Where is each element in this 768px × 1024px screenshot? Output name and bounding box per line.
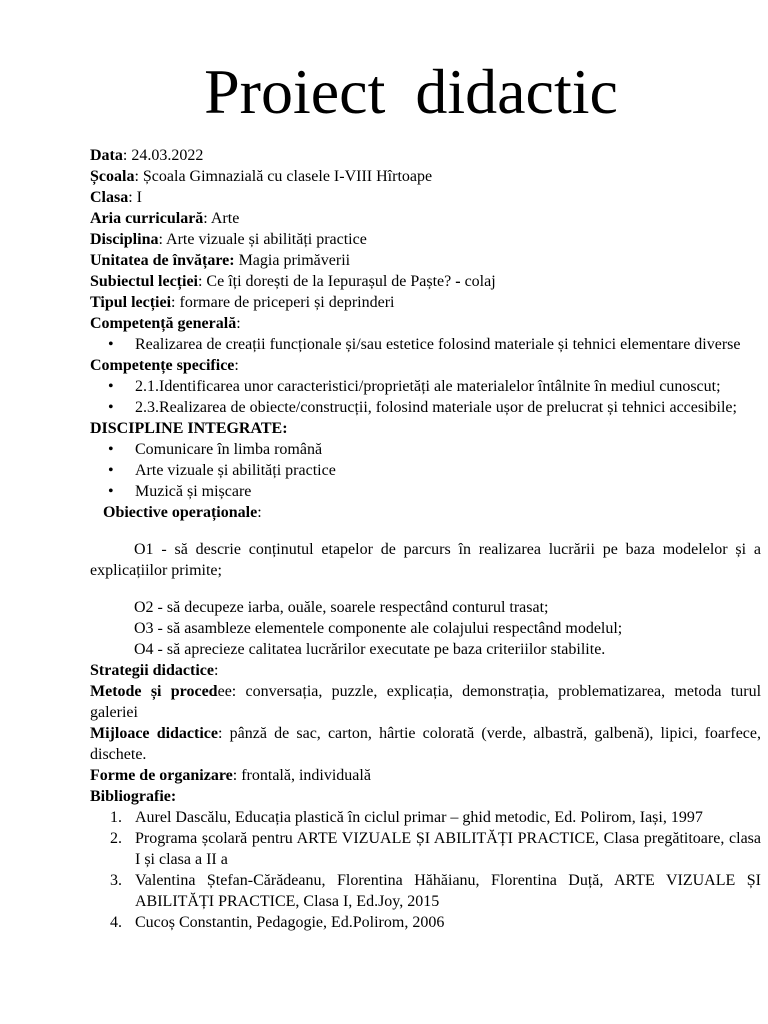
section-colon: : xyxy=(234,357,239,374)
item-text: Programa școlară pentru ARTE VIZUALE ȘI ABILITĂȚI PRACTICE, Clasa pregătitoare, clasa I și clasa a II a xyxy=(135,830,761,868)
field-value: : 24.03.2022 xyxy=(122,147,204,164)
section-heading: Competențe specifice xyxy=(90,357,235,374)
item-number: 4. xyxy=(110,914,122,931)
section-colon: : xyxy=(257,504,262,521)
section-competenta-generala xyxy=(90,313,761,334)
field-value: : Ce îți dorești de la Iepurașul de Paște? xyxy=(197,273,452,290)
field-value: Magia primăverii xyxy=(234,252,351,269)
field-value: : pânză de sac, carton, hârtie colorată (verde, albastră, galbenă), lipici, foarfece, dischete. xyxy=(90,725,761,763)
discipline-integrate-list xyxy=(90,439,761,502)
field-value: : conversația, puzzle, explicația, demonstrația, problematizarea, metoda turul galeriei xyxy=(90,683,762,721)
objective-code: O2 - xyxy=(134,599,163,616)
field-mijloace xyxy=(90,723,761,765)
section-bibliografie: Bibliografie: xyxy=(90,788,177,805)
field-tipul xyxy=(90,292,761,313)
list-item: • Arte vizuale și abilități practice xyxy=(135,460,761,481)
list-item: • Realizarea de creații funcționale și/sau estetice folosind materiale și tehnici elementare diverse xyxy=(135,334,761,355)
document-body xyxy=(90,145,761,933)
field-label: Școala xyxy=(90,168,135,185)
field-unitatea xyxy=(90,250,761,271)
field-aria xyxy=(90,208,761,229)
field-subiectul xyxy=(90,271,761,292)
objective-code: O3 - xyxy=(134,620,163,637)
field-value: : Arte xyxy=(203,210,240,227)
objective-item xyxy=(90,618,761,639)
bibliography-item xyxy=(110,912,761,933)
field-label: Aria curriculară xyxy=(90,210,204,227)
field-scoala xyxy=(90,166,761,187)
item-text: Cucoș Constantin, Pedagogie, Ed.Polirom, 2006 xyxy=(135,914,445,931)
field-label-rest: ee xyxy=(217,683,232,700)
section-heading: Obiective operaționale xyxy=(103,504,258,521)
field-value: : Școala Gimnazială cu clasele I-VIII Hîrtoape xyxy=(134,168,433,185)
field-value: : frontală, individuală xyxy=(232,767,371,784)
field-clasa xyxy=(90,187,761,208)
field-disciplina xyxy=(90,229,761,250)
field-label: Metode și proced xyxy=(90,683,218,700)
objective-item xyxy=(90,639,761,660)
section-colon: : xyxy=(213,662,219,679)
section-colon: : xyxy=(236,315,241,332)
field-forme xyxy=(90,765,761,786)
field-label: Disciplina xyxy=(90,231,159,248)
field-label: Unitatea de învățare: xyxy=(90,252,235,269)
field-label: Mijloace didactice xyxy=(90,725,219,742)
section-obiective xyxy=(90,502,761,523)
list-item: • 2.1.Identificarea unor caracteristici/proprietăți ale materialelor întâlnite în mediul cunoscut; xyxy=(135,376,761,397)
item-text: Aurel Dascălu, Educația plastică în ciclul primar – ghid metodic, Ed. Polirom, Iași, 1997 xyxy=(135,809,703,826)
item-number: 3. xyxy=(110,872,122,889)
field-value: : Arte vizuale și abilități practice xyxy=(158,231,367,248)
section-competente-specifice xyxy=(90,355,761,376)
bibliography-item xyxy=(110,870,761,912)
objective-text: să aprecieze calitatea lucrărilor executate pe baza criteriilor stabilite. xyxy=(162,641,606,658)
bibliography-item xyxy=(110,828,761,870)
field-label: Subiectul lecției xyxy=(90,273,198,290)
objective-item xyxy=(90,539,761,581)
objective-text: să asambleze elementele componente ale colajului respectând modelul; xyxy=(162,620,623,637)
field-suffix: colaj xyxy=(460,273,496,290)
item-number: 1. xyxy=(110,809,122,826)
field-data xyxy=(90,145,761,166)
section-heading: Competență generală xyxy=(90,315,237,332)
page-title: Proiect didactic xyxy=(204,56,618,127)
list-item: • 2.3.Realizarea de obiecte/construcții, folosind materiale ușor de prelucrat și tehnici accesibile; xyxy=(135,397,761,418)
competenta-generala-list xyxy=(90,334,761,355)
list-item: • Comunicare în limba română xyxy=(135,439,761,460)
field-dash: - xyxy=(451,273,461,290)
section-strategii xyxy=(90,660,761,681)
field-value: : I xyxy=(128,189,143,206)
bibliography-list xyxy=(90,807,761,933)
field-label: Tipul lecției xyxy=(90,294,172,311)
objective-code: O4 - xyxy=(134,641,163,658)
list-item: • Muzică și mișcare xyxy=(135,481,761,502)
field-metode xyxy=(90,681,761,723)
section-heading: Strategii didactice xyxy=(90,662,214,679)
item-text: Valentina Ștefan-Cărădeanu, Florentina Hăhăianu, Florentina Duță, ARTE VIZUALE ȘI ABILITĂȚI PRACTICE, Clasa I, Ed.Joy, 2015 xyxy=(135,872,761,910)
objective-item xyxy=(90,597,761,618)
field-label: Data xyxy=(90,147,123,164)
competente-specifice-list xyxy=(90,376,761,418)
field-label: Clasa xyxy=(90,189,129,206)
field-label: Forme de organizare xyxy=(90,767,233,784)
bibliography-item xyxy=(110,807,761,828)
objective-text: să descrie conținutul etapelor de parcurs în realizarea lucrării pe baza modelelor și a explicațiilor primite; xyxy=(90,541,761,579)
item-number: 2. xyxy=(110,830,122,847)
field-value: : formare de priceperi și deprinderi xyxy=(171,294,395,311)
objective-text: să decupeze iarba, ouăle, soarele respectând conturul trasat; xyxy=(162,599,549,616)
objective-code: O1 - xyxy=(134,541,167,558)
section-discipline-integrate: DISCIPLINE INTEGRATE: xyxy=(90,420,288,437)
